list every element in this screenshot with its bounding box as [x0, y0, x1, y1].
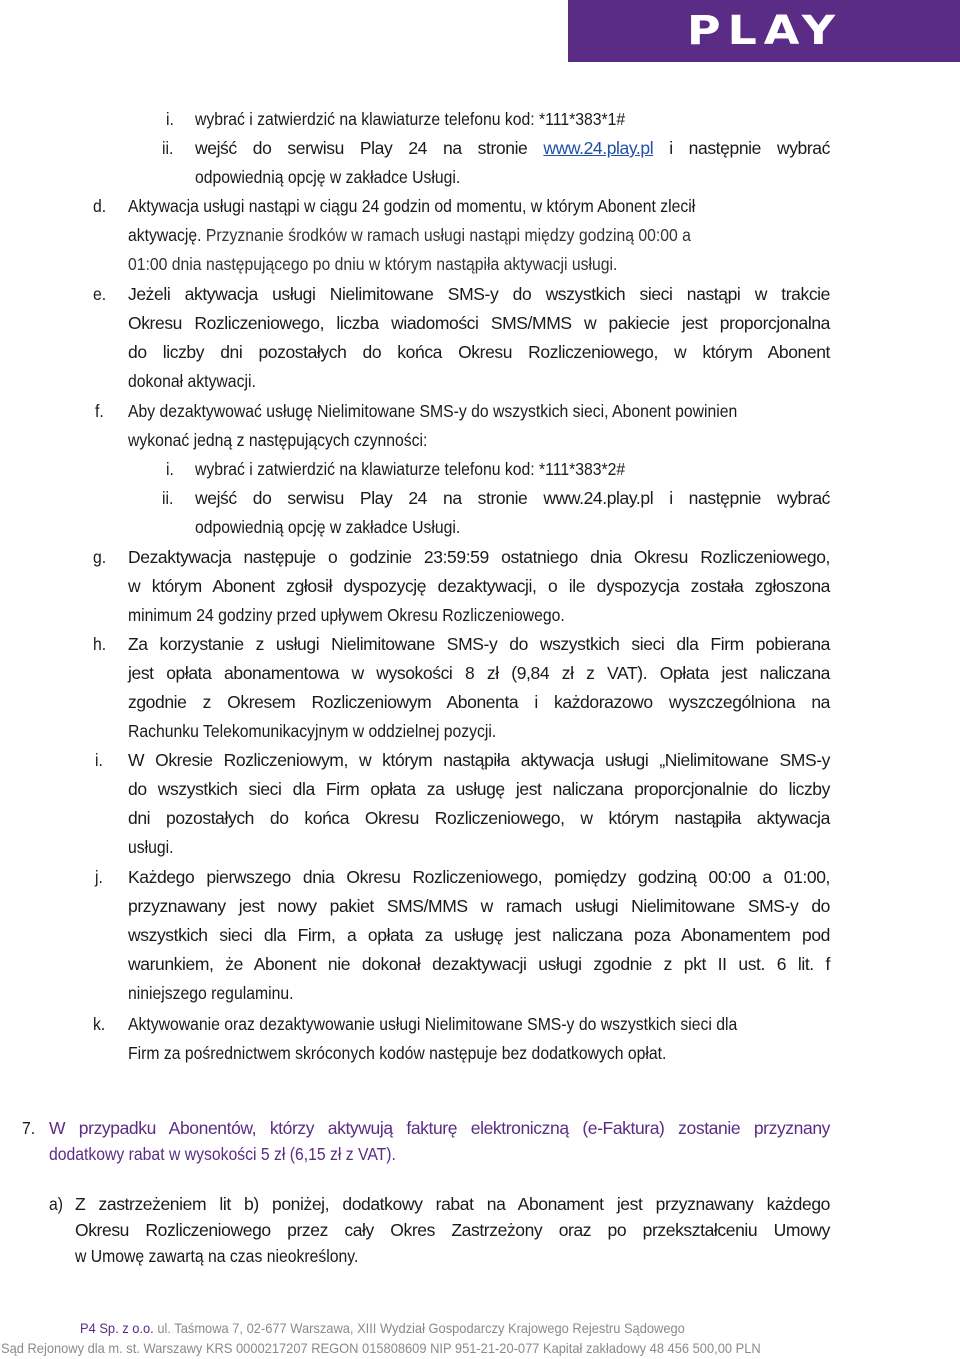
paragraph-line: warunkiem, że Abonent nie dokonał dezaktywacji usługi zgodnie z pkt II ust. 6 lit. f: [128, 954, 830, 974]
list-marker: i.: [166, 109, 174, 129]
list-marker: h.: [93, 634, 107, 654]
paragraph-line: Aktywacja usługi nastąpi w ciągu 24 godzin od momentu, w którym Abonent zlecił: [128, 196, 696, 216]
list-marker: a): [49, 1194, 64, 1214]
paragraph-line: wykonać jedną z następujących czynności:: [128, 430, 428, 450]
paragraph-line: aktywację. Przyznanie środków w ramach usługi nastąpi między godziną 00:00 a: [128, 225, 691, 245]
paragraph-line: Firm za pośrednictwem skróconych kodów następuje bez dodatkowych opłat.: [128, 1043, 667, 1063]
section-number: 7.: [22, 1118, 36, 1138]
paragraph-line: Rachunku Telekomunikacyjnym w oddzielnej pozycji.: [128, 721, 497, 741]
logo-text: PLAY: [686, 8, 842, 54]
paragraph-line: Jeżeli aktywacja usługi Nielimitowane SMS-y do wszystkich sieci nastąpi w trakcie: [128, 284, 830, 304]
paragraph-line: Okresu Rozliczeniowego przez cały Okres Zastrzeżony oraz po przekształceniu Umowy: [75, 1220, 830, 1240]
play24-link[interactable]: www.24.play.pl: [543, 138, 654, 158]
paragraph-line: 01:00 dnia następującego po dniu w którym nastąpiła aktywacji usługi.: [128, 254, 618, 274]
list-marker: d.: [93, 196, 107, 216]
paragraph-line: zgodnie z Okresem Rozliczeniowym Abonenta i każdorazowo wyszczególniona na: [128, 692, 830, 712]
section-heading: dodatkowy rabat w wysokości 5 zł (6,15 zł z VAT).: [49, 1144, 396, 1164]
list-item: wybrać i zatwierdzić na klawiaturze telefonu kod: *111*383*1#: [195, 109, 626, 129]
paragraph-line: jest opłata abonamentowa w wysokości 8 zł (9,84 zł z VAT). Opłata jest naliczana: [128, 663, 830, 683]
paragraph-line: do liczby dni pozostałych do końca Okresu Rozliczeniowego, w którym Abonent: [128, 342, 830, 362]
list-item: odpowiednią opcję w zakładce Usługi.: [195, 517, 461, 537]
paragraph-line: Okresu Rozliczeniowego, liczba wiadomości SMS/MMS w pakiecie jest proporcjonalna: [128, 313, 830, 333]
list-item: wejść do serwisu Play 24 na stronie www.24.play.pl i następnie wybrać: [195, 138, 830, 158]
paragraph-line: Z zastrzeżeniem lit b) poniżej, dodatkowy rabat na Abonament jest przyznawany każdego: [75, 1194, 830, 1214]
paragraph-line: Każdego pierwszego dnia Okresu Rozliczeniowego, pomiędzy godziną 00:00 a 01:00,: [128, 867, 830, 887]
list-marker: k.: [93, 1014, 106, 1034]
paragraph-line: usługi.: [128, 837, 174, 857]
list-marker: e.: [93, 284, 107, 304]
list-marker: ii.: [162, 488, 174, 508]
paragraph-line: W Okresie Rozliczeniowym, w którym nastąpiła aktywacja usługi „Nielimitowane SMS-y: [128, 750, 830, 770]
list-item: wybrać i zatwierdzić na klawiaturze telefonu kod: *111*383*2#: [195, 459, 626, 479]
paragraph-line: minimum 24 godziny przed upływem Okresu Rozliczeniowego.: [128, 605, 565, 625]
paragraph-line: w którym Abonent zgłosił dyspozycję dezaktywacji, o ile dyspozycja została zgłoszona: [128, 576, 830, 596]
footer-line: P4 Sp. z o.o. ul. Taśmowa 7, 02-677 Warszawa, XIII Wydział Gospodarczy Krajowego Rejestru Sądowego: [80, 1320, 685, 1336]
section-heading: W przypadku Abonentów, którzy aktywują fakturę elektroniczną (e-Faktura) zostanie przyznany: [49, 1118, 830, 1138]
footer-line: Sąd Rejonowy dla m. st. Warszawy KRS 0000217207 REGON 015808609 NIP 951-21-20-077 Kapitał zakładowy 48 456 500,00 PLN: [1, 1340, 761, 1356]
list-marker: i.: [95, 750, 103, 770]
list-item: wejść do serwisu Play 24 na stronie www.24.play.pl i następnie wybrać: [195, 488, 830, 508]
play-logo: [568, 0, 960, 62]
list-marker: f.: [95, 401, 104, 421]
paragraph-line: dokonał aktywacji.: [128, 371, 256, 391]
paragraph-line: Dezaktywacja następuje o godzinie 23:59:59 ostatniego dnia Okresu Rozliczeniowego,: [128, 547, 830, 567]
list-marker: i.: [166, 459, 174, 479]
paragraph-line: w Umowę zawartą na czas nieokreślony.: [75, 1246, 359, 1266]
list-marker: ii.: [162, 138, 174, 158]
paragraph-line: dni pozostałych do końca Okresu Rozliczeniowego, w którym nastąpiła aktywacja: [128, 808, 830, 828]
list-marker: g.: [93, 547, 107, 567]
paragraph-line: do wszystkich sieci dla Firm opłata za usługę jest naliczana proporcjonalnie do liczby: [128, 779, 830, 799]
paragraph-line: Aktywowanie oraz dezaktywowanie usługi Nielimitowane SMS-y do wszystkich sieci dla: [128, 1014, 738, 1034]
paragraph-line: Aby dezaktywować usługę Nielimitowane SMS-y do wszystkich sieci, Abonent powinien: [128, 401, 738, 421]
paragraph-line: niniejszego regulaminu.: [128, 983, 294, 1003]
paragraph-line: przyznawany jest nowy pakiet SMS/MMS w ramach usługi Nielimitowane SMS-y do: [128, 896, 830, 916]
list-item: odpowiednią opcję w zakładce Usługi.: [195, 167, 461, 187]
list-marker: j.: [95, 867, 103, 887]
paragraph-line: Za korzystanie z usługi Nielimitowane SMS-y do wszystkich sieci dla Firm pobierana: [128, 634, 830, 654]
paragraph-line: wszystkich sieci dla Firm, a opłata za usługę jest naliczana poza Abonamentem pod: [128, 925, 830, 945]
